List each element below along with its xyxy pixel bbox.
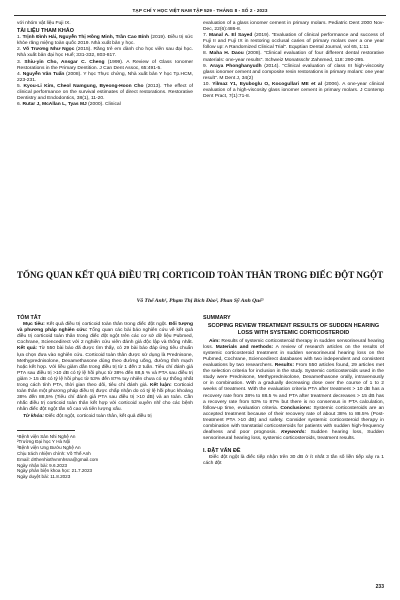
reference-authors: Võ Trương Như Ngọc <box>22 47 75 53</box>
methods-label: Đối tượng và phương pháp nghiên cứu: <box>17 322 194 334</box>
footnote-line: Ngày duyệt bài: 11.8.2023 <box>17 474 71 480</box>
reference-number: 10. <box>203 81 213 87</box>
results-en-text: From 550 articles found, 29 articles met the selection criteria for inclusion in the study. Systemic corticosteroids used in the study were Prednisone, Methyprednisolone, Dexamethasone orally, intravenously or in combination. With a gradually decreasing dose over the course of 1 to 2 weeks of treatment. With the evaluation criteria PTA after treatment > 10 dB has a recovery rate from 38% to 88.5 % and PTA after treatment decreases > 15 dB has a recovery rate from 53% to 87% but there is no consensus in PTA calculation, follow-up time, evaluation criteria. <box>203 363 384 411</box>
reference-item <box>17 35 193 47</box>
reference-authors: Kyou-Li Kim, Cheol Namgung, Byeong-Hoon Cho <box>23 83 144 89</box>
reference-details: evaluation of a glass ionomer cement in primary molars. Pediatric Dent 2000 Nov-Dec, 22(6):486-8. <box>203 21 384 33</box>
reference-authors: Trịnh Đình Hải, Nguyễn Thị Hồng Minh, Trần Cao Bính <box>22 35 150 41</box>
reference-number: 1. <box>17 35 23 41</box>
reference-item <box>203 51 384 63</box>
reference-number: 5. <box>17 83 24 89</box>
footnotes <box>17 434 193 480</box>
reference-item <box>17 102 193 108</box>
intro-text: Điếc đột ngột là điếc tiếp nhận trên 30 dB ở ít nhất 3 tần số liền tiếp xảy ra 1 cách đột <box>203 455 384 467</box>
conclusion-label: Kết luận: <box>150 383 172 389</box>
footnote-line: ²Trường Đại học Y Hà Nội <box>17 439 71 445</box>
summary-en-column <box>203 314 384 468</box>
reference-item <box>203 21 384 33</box>
reference-authors: Yilmaz Y1, Eyuboglu O, Kocogullari ME et al <box>212 81 323 87</box>
reference-details: (2019). "Evaluation of clinical performance and success of Fuji II and Fuji IX in restoring occlusal caries of primary molars over a one year follow up: A Randomized Clinical Trial". Equptian Dental Journal, vol 65, 1:11 <box>203 33 385 51</box>
keywords-vn-text: Điếc đột ngột, corticoid toàn thân, kết quả điều trị <box>43 413 152 419</box>
footnote-line: Ngày phản biện khoa học: 21.7.2023 <box>17 468 93 474</box>
footnote-line: Ngày nhận bài: 9.6.2023 <box>17 462 68 468</box>
reference-details: (2008). "Clinical evaluation of four different dental restorative materials: one-year results". Schweiz Monatsschr Zahnmed, 118: 290-295. <box>203 51 384 63</box>
footnote-line: Chịu trách nhiệm chính: Võ Thế Anh <box>17 450 91 456</box>
objective-text: Kết quả điều trị corticoid toàn thân trong điếc đột ngột. <box>44 322 169 328</box>
footnote-line: ¹Bệnh viện Sản Nhi Nghệ An <box>17 433 76 439</box>
previous-article-tail: với nhóm vật liệu Fuji IX. <box>17 21 71 26</box>
reference-authors: Maha H. Daou <box>209 51 244 57</box>
conclusions-en-label: Conclusions: <box>280 405 312 411</box>
materials-methods-text: A review of research articles on the results of systemic corticosteroid treatment in sudden sensorineural hearing loss on the Pubmed, Cochrane, Sciencedirect databases with two independent and consistent evaluations by two researchers. <box>203 344 384 369</box>
reference-item <box>203 33 384 51</box>
reference-item <box>17 60 193 72</box>
references-list-right <box>203 21 384 100</box>
journal-header: TẠP CHÍ Y HỌC VIỆT NAM TẬP 529 - THÁNG 8 - SỐ 2 - 2023 <box>132 8 268 13</box>
methods-text: Tổng quan các bài báo nghiên cứu về kết quả điều trị corticoid toàn thân trong điếc đột ngột trên các cơ sở dữ liệu Pubmed, Cochrane, Sciencedirect với 2 nghiên cứu viên đánh giá độc lập và thống nhất. <box>17 328 193 346</box>
summary-en-title: SCOPING REVIEW TREATMENT RESULTS OF SUDDEN HEARING LOSS WITH SYSTEMIC CORTICOSTEROID <box>207 323 380 336</box>
conclusions-en-text: Systemic corticosteroids are an accepted treatment because of their recovery rate of about 38% to 88.5% (Post-treatment PTA >10 dB) and safety. Consider systemic corticosteroid therapy in combination with transtatial corticosteroids for patients with sudden high-frequency deafness and poor prognosis. <box>203 405 385 436</box>
reference-details: (2014). "Clinical evaluation of class III high-viscosity glass ionomer cement and composite resin restorations in primary molars: one year result". M Dent J, 34(2) <box>203 63 384 81</box>
results-text: Từ 550 bài báo đã được tìm thấy, có 29 bài báo đáp ứng tiêu chuẩn lựa chọn đưa vào nghiên cứu. Corticoid toàn thân được sử dụng là Prednisone, Methyprednisolone, Dexamethasone dùng theo đường uống, đường tĩnh mạch hoặc kết hợp. Với liều giảm dần trong điều trị từ 1 đến 2 tuần. Tiêu chí đánh giá PTA sau điều trị >10 dB có tỷ lệ hồi phục từ 38% đến 88,5 % và PTA sau điều trị giảm > 15 dB có tỷ lệ hồi phục từ 53% đến 87% tuy nhiên chưa có sự thống nhất trong cách tính PTA, thời gian theo dõi, tiêu chí đánh giá. <box>17 346 193 389</box>
reference-item <box>203 64 384 82</box>
reference-number: 2. <box>17 47 23 53</box>
reference-authors: Rutar J, McAllan L, Tyas MJ <box>22 102 87 108</box>
article-title: TỔNG QUAN KẾT QUẢ ĐIỀU TRỊ CORTICOID TOÀN THÂN TRONG ĐIẾC ĐỘT NGỘT <box>16 270 384 280</box>
references-list-left <box>17 35 193 108</box>
reference-details: (1999). A Review of Glass Ionomer Restorations in the Primary Dentition. J Can Dent Assoc, 65:491-5. <box>17 59 193 71</box>
aim-label: Aim: <box>209 338 220 344</box>
objective-label: Mục tiêu: <box>23 322 45 328</box>
reference-authors: Manal A. El Sayed <box>209 33 253 39</box>
reference-details: (2019). Điều trị sức khỏe răng miệng toàn quốc 2019. Nhà xuất bản y học. <box>17 35 194 47</box>
reference-authors: Araya Phonghanyudh <box>209 63 262 69</box>
abstract-vn-heading: TÓM TẮT <box>17 315 41 321</box>
reference-item <box>17 47 193 59</box>
article-authors: Võ Thế Anh¹, Phạm Thị Bích Đào², Phan Sỹ Anh Quế³ <box>136 298 264 304</box>
conclusion-text: Corticoid toàn thân một phương pháp điều trị được chấp nhận do có tỷ lệ hồi phục khoảng 38% đến 88,5% (Tiêu chí đánh giá PTA sau điều trị >10 dB) và an toàn. Cần nhắc điều trị corticoid toàn thân kết hợp với corticoid xuyên nhĩ cho các bệnh nhân điếc đột ngột tần số cao và tiên lượng xấu. <box>17 383 193 413</box>
reference-number: 9. <box>203 63 210 69</box>
reference-details: (2008). Y học Thực chứng, Nhà xuất bản Y học Tp.HCM, 223-231. <box>17 71 193 83</box>
references-heading: TÀI LIỆU THAM KHẢO <box>17 28 74 35</box>
summary-en-text <box>203 339 384 443</box>
materials-methods-label: Materials and methods: <box>215 344 274 350</box>
footnote-line: ³Bệnh viện Ung Bướu Nghệ An <box>17 445 81 451</box>
keywords-en-text: Sudden hearing loss, Sudden sensorineural hearing loss, systemic corticosteroids, treatment results. <box>203 430 384 442</box>
reference-details: (2000). Clinical <box>86 102 121 108</box>
abstract-vn-column <box>17 314 193 480</box>
top-left-column <box>17 21 193 108</box>
reference-number: 7. <box>203 33 210 39</box>
keywords-vn-label: Từ khóa: <box>23 413 44 419</box>
results-en-label: Results: <box>274 363 294 369</box>
intro-heading: I. ĐẶT VẤN ĐỀ <box>203 448 241 455</box>
reference-authors: Shiu-yin Cho, Ansgar C. Cheng <box>24 59 105 65</box>
reference-details: (2015). Răng trẻ em dành cho học viên sau đại học. Nhà xuất bản đại học Huế; 331-332, 803-817. <box>17 47 194 59</box>
reference-number: 8. <box>203 51 210 57</box>
abstract-vn-text <box>17 322 193 413</box>
page-number: 233 <box>375 584 384 590</box>
footnote-line: Email: drthenhiothvnmhsna@gmail.com <box>17 456 99 462</box>
keywords-vn <box>17 414 193 420</box>
reference-number: 3. <box>17 59 25 65</box>
keywords-en-label: Keywords: <box>281 430 307 436</box>
header-rule <box>14 15 386 16</box>
reference-details: (2013). The effect of clinical performance on the survival estimates of direct restorations. Restorative Dentistry and Endodontics, 38(1), 11-20. <box>17 83 194 102</box>
reference-number: 6. <box>17 102 23 108</box>
footnote-rule <box>17 430 75 431</box>
reference-item <box>17 84 193 102</box>
top-right-column <box>203 21 384 100</box>
reference-number: 4. <box>17 71 23 77</box>
reference-details: (2006). A one-year clinical evaluation of a high-viscosity glass ionomer cement in primary molars. J Contemp Dent Pract, 7(1):71-8. <box>203 81 384 100</box>
reference-item <box>17 72 193 84</box>
reference-item <box>203 82 384 100</box>
reference-authors: Nguyễn Văn Tuấn <box>22 71 65 77</box>
summary-en-heading: SUMMARY <box>203 315 231 321</box>
aim-text: Results of systemic corticosteroid therapy in sudden sensorineural hearing loss. <box>203 338 384 350</box>
results-label: Kết quả: <box>17 346 38 352</box>
